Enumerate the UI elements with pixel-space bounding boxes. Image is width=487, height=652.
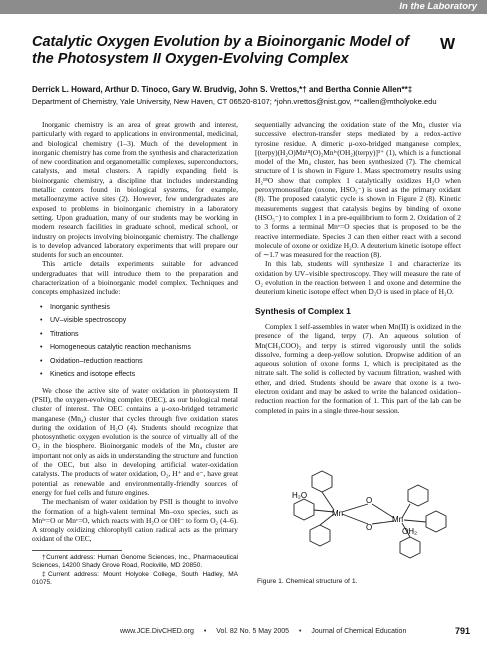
page-footer — [120, 628, 470, 635]
footnote: ‡Current address: Mount Holyoke College, South Hadley, MA 01075. — [32, 570, 238, 586]
paragraph: Complex 1 self-assembles in water when Mn(II) is oxidized in the presence of the ligand, terpy (7). An aqueous solution of Mn(CH₃COO)₂ and terpy is stirred vigorously until the solids dissolve, forming a deep-yellow solution. Dropwise addition of an aqueous solution of oxone forms 1, which is precipitated as the nitrate salt. The solid is collected by vacuum filtration, washed with ether, and dried. Students should be aware that oxone is a two-electron oxidant and may be asked to write the balanced oxidation–reduction reaction for the formation of 1. This part of the lab can be completed in pairs in a single three-hour session. — [255, 321, 461, 415]
figure-caption: Figure 1. Chemical structure of 1. — [257, 578, 358, 585]
footnote: †Current address: Human Genome Sciences, Inc., Pharmaceutical Sciences, 14200 Shady Grove Road, Rockville, MD 20850. — [32, 553, 238, 570]
pyridine-ring — [294, 499, 314, 520]
section-heading: Synthesis of Complex 1 — [255, 305, 351, 316]
oxo-bridge-label: O — [366, 523, 373, 532]
list-item: • UV–visible spectroscopy — [50, 314, 238, 328]
list-item: • Inorganic synthesis — [50, 301, 238, 315]
paragraph: Inorganic chemistry is an area of great growth and interest, particularly with regard to applications in environmental, medicinal, and biological chemistry (1–3). Much of the development in inorganic chemistry has come from the synthesis and characterization of new coordination and organometallic complexes, superconductors, catalysts, and metal clusters. A rapidly expanding field is bioinorganic chemistry, a discipline that includes understanding metallic centers found in biological systems, for example, metalloenzyme active sites (2). However, few undergraduates are exposed to problems in bioinorganic chemistry in a laboratory setting. Upon graduation, many of our students may be working in modern research facilities in graduate school, medical school, or industry on projects involving bioinorganic chemistry. The challenge is to develop advanced laboratory experiments that will prepare our students for such an encounter. — [32, 120, 238, 260]
footnote-divider — [32, 550, 122, 551]
web-supplement-icon: W — [440, 36, 456, 53]
volume-info: Vol. 82 No. 5 May 2005 — [216, 628, 290, 635]
pyridine-ring — [310, 525, 330, 546]
paragraph: We chose the active site of water oxidation in photosystem II (PSII), the oxygen-evolving complex (OEC), as our biological metal cluster of interest. The OEC contains a μ-oxo-bridged tetrameric manganese (Mn₄) cluster that cycles through five oxidation states during the oxidation of H₂O (4). Students should recognize that photosynthetic oxygen evolution is the source of virtually all of the O₂ in the biosphere. Bioinorganic models of the Mn₄ cluster are important not only as aids in understanding the structure and function of the OEC, but also in developing artificial water-oxidation catalysts. The products of water oxidation, O₂, H⁺ and e⁻, have great potential as renewable and environmentally-friendly sources of energy for fuel cells and future engines. — [32, 385, 238, 497]
paragraph: sequentially advancing the oxidation state of the Mn₄ cluster via successive electron-transfer steps mediated by a redox-active tyrosine residue. A dimeric μ-oxo-bridged manganese complex, [(terpy)(H₂O)Mnᴵᴵᴵ(O)₂Mnᴵᵛ(OH₂)(terpy)]³⁺ (1), which is a functional model of the Mn₄ cluster, has been synthesized (7). The chemical structure of 1 is shown in Figure 1. Mass spectrometry results using H₂¹⁸O show that complex 1 catalytically oxidizes H₂O when peroxymonosulfate (oxone, HSO₅⁻) is used as the primary oxidant (8). The proposed catalytic cycle is shown in Figure 2 (8). Kinetic measurements suggest that catalysis begins by binding of oxone (HSO₅⁻) to complex 1 in a pre-equilibrium to form 2. Oxidation of 2 to 3 forms a terminal Mnᵛ=O species that is proposed to be the reactive intermediate. Species 3 can then either react with a second molecule of oxone or oxidize H₂O. A deuterium kinetic isotope effect of ∼1.7 was measured for the reaction (8). — [255, 120, 461, 260]
footer-separator: • — [299, 628, 302, 635]
paragraph: This article details experiments suitable for advanced undergraduates that will introduce them to the preparation and characterization of a bioinorganic model complex. Techniques and concepts emphasized include: — [32, 259, 238, 297]
list-item: • Oxidation–reduction reactions — [50, 355, 238, 369]
pyridine-ring — [312, 471, 332, 492]
journal-url[interactable]: www.JCE.DivCHED.org — [120, 628, 194, 635]
manganese-label: Mn — [392, 515, 404, 524]
left-column — [32, 120, 238, 587]
section-label: In the Laboratory — [399, 1, 477, 12]
water-ligand-label: OH₂ — [402, 527, 418, 536]
footer-separator: • — [203, 628, 207, 635]
oxo-bridge-label: O — [366, 496, 373, 505]
pyridine-ring — [426, 511, 446, 532]
list-item: • Kinetics and isotope effects — [50, 368, 238, 382]
pyridine-ring — [400, 537, 420, 558]
right-column — [255, 120, 461, 415]
concept-list — [32, 301, 238, 382]
manganese-label: Mn — [332, 509, 344, 518]
list-item: • Titrations — [50, 328, 238, 342]
author-list: Derrick L. Howard, Arthur D. Tinoco, Gary W. Brudvig, John S. Vrettos,*† and Bertha Connie Allen**‡ — [32, 85, 413, 94]
article-title: Catalytic Oxygen Evolution by a Bioinorganic Model of the Photosystem II Oxygen-Evolving Complex — [32, 34, 410, 67]
paragraph: The mechanism of water oxidation by PSII is thought to involve the formation of a high-valent terminal Mn–oxo species, such as Mnᴵᵛ=O or Mnᵛ=O, which reacts with H₂O or OH⁻ to form O₂ (4–6). A strongly oxidizing chlorophyll cation radical acts as the primary oxidant of the OEC, — [32, 497, 238, 544]
journal-name: Journal of Chemical Education — [311, 628, 407, 635]
affiliation: Department of Chemistry, Yale University, New Haven, CT 06520-8107; *john.vrettos@nist.gov, **callen@mtholyoke.edu — [32, 97, 437, 106]
pyridine-ring — [408, 485, 428, 506]
paragraph: In this lab, students will synthesize 1 and characterize its oxidation by UV–visible spectroscopy. They will measure the rate of O₂ evolution in the reaction between 1 and oxone and determine the deuterium kinetic isotope effect when D₂O is used in place of H₂O. — [255, 259, 461, 297]
section-header-bar — [0, 0, 487, 14]
chemical-structure-figure — [290, 468, 450, 566]
page-number: 791 — [455, 626, 471, 636]
water-ligand-label: H₂O — [292, 491, 308, 500]
list-item: • Homogeneous catalytic reaction mechanisms — [50, 341, 238, 355]
